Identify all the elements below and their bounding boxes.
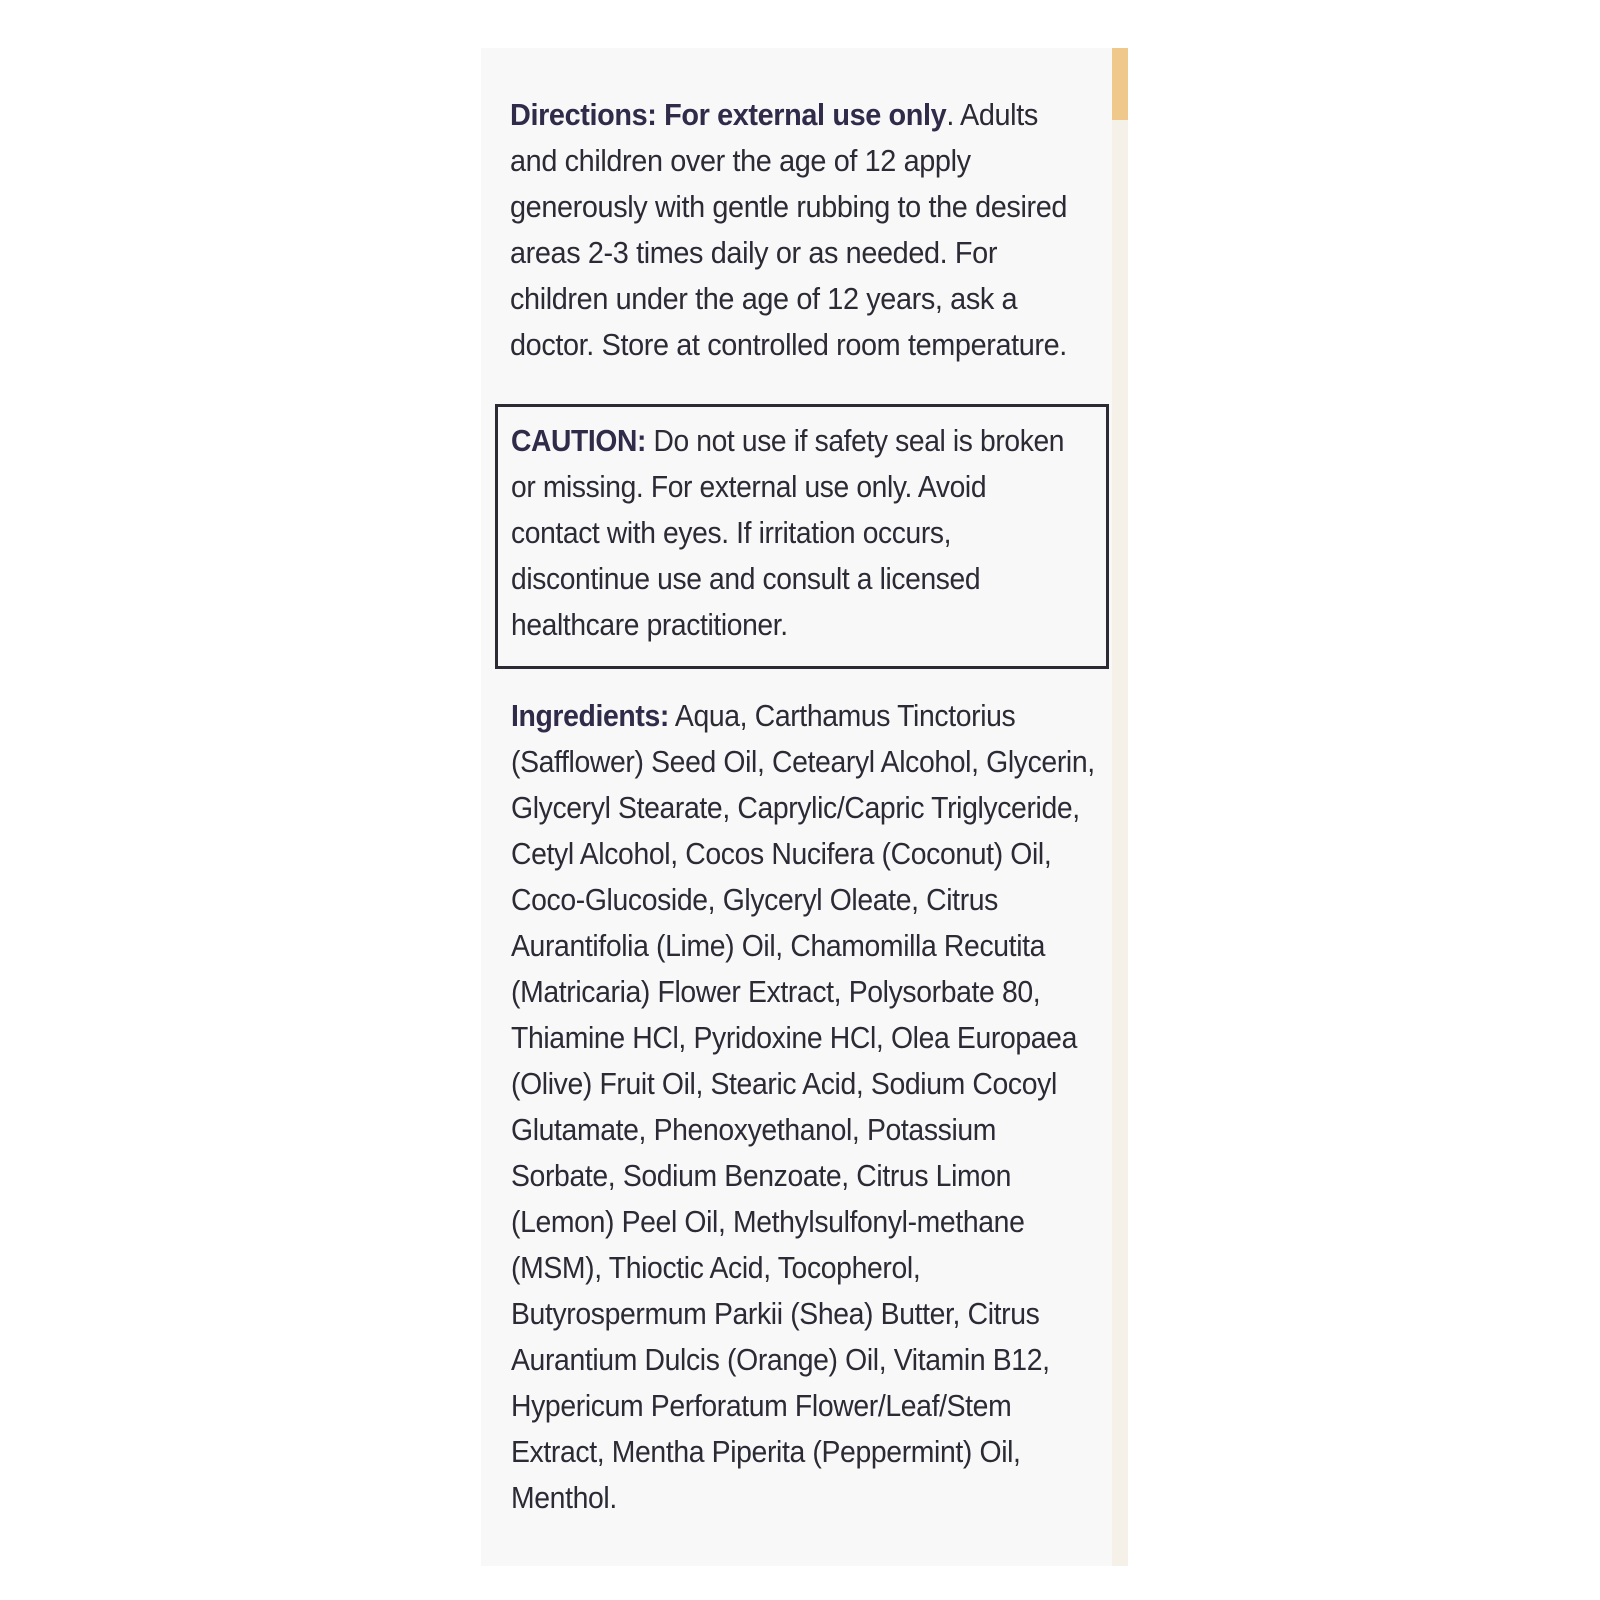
- directions-section: [510, 92, 1087, 368]
- caution-body: Do not use if safety seal is broken or missing. For external use only. Avoid contact with eyes. If irritation occurs, discontinue use and consult a licensed healthcare practitioner.: [511, 423, 1065, 642]
- caution-section: [511, 418, 1075, 648]
- caution-heading: CAUTION:: [511, 423, 646, 458]
- ingredients-section: [511, 693, 1097, 1521]
- ingredients-body: Aqua, Carthamus Tinctorius (Safflower) Seed Oil, Cetearyl Alcohol, Glycerin, Glyceryl Stearate, Caprylic/Capric Triglyceride, Cetyl Alcohol, Cocos Nucifera (Coconut) Oil, Coco-Glucoside, Glyceryl Oleate, Citrus Aurantifolia (Lime) Oil, Chamomilla Recutita (Matricaria) Flower Extract, Polysorbate 80, Thiamine HCl, Pyridoxine HCl, Olea Europaea (Olive) Fruit Oil, Stearic Acid, Sodium Cocoyl Glutamate, Phenoxyethanol, Potassium Sorbate, Sodium Benzoate, Citrus Limon (Lemon) Peel Oil, Methylsulfonyl-methane (MSM), Thioctic Acid, Tocopherol, Butyrospermum Parkii (Shea) Butter, Citrus Aurantium Dulcis (Orange) Oil, Vitamin B12, Hypericum Perforatum Flower/Leaf/Stem Extract, Mentha Piperita (Peppermint) Oil, Menthol.: [511, 698, 1095, 1515]
- directions-heading: Directions: For external use only: [510, 97, 947, 132]
- ingredients-heading: Ingredients:: [511, 698, 669, 733]
- directions-body: . Adults and children over the age of 12 apply generously with gentle rubbing to the desired areas 2-3 times daily or as needed. For children under the age of 12 years, ask a doctor. Store at controlled room temperature.: [510, 97, 1068, 362]
- package-edge-accent: [1112, 48, 1128, 1566]
